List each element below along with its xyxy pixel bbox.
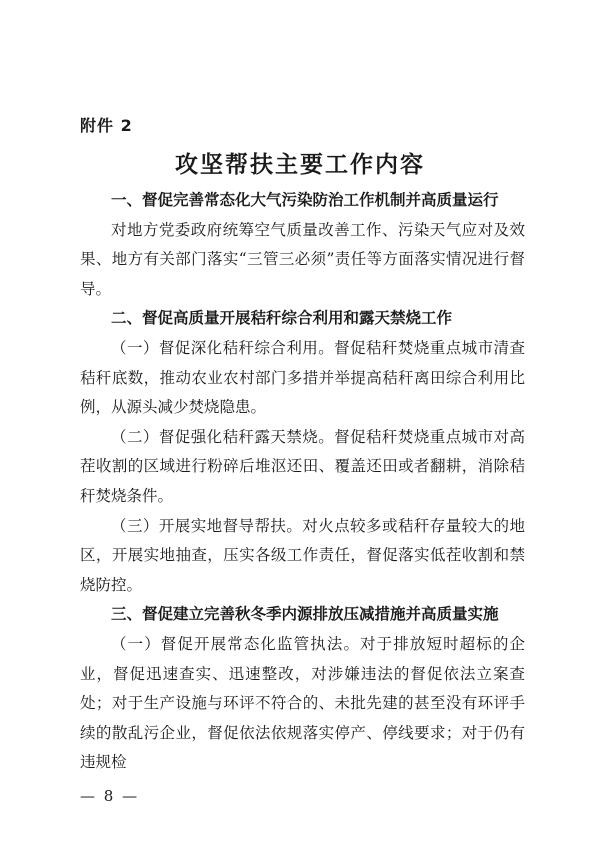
document-title: 攻坚帮扶主要工作内容 <box>175 151 425 178</box>
section-heading-3: 三、督促建立完善秋冬季内源排放压减措施并高质量实施 <box>111 605 499 624</box>
attachment-label: 附件 2 <box>80 116 133 135</box>
body-paragraph: 对地方党委政府统筹空气质量改善工作、污染天气应对及效果、地方有关部门落实“三管三必须”责任等方面落实情况进行督导。 <box>80 220 525 298</box>
body-paragraph: （一）督促开展常态化监管执法。对于排放短时超标的企业，督促迅速查实、迅速整改，对涉嫌违法的督促依法立案查处；对于生产设施与环评不符合的、未批先建的甚至没有环评手续的散乱污企业，督促依法依规落实停产、停线要求；对于仍有违规检 <box>80 634 525 772</box>
document-body <box>80 186 525 778</box>
section-heading-1: 一、督促完善常态化大气污染防治工作机制并高质量运行 <box>111 191 499 209</box>
body-paragraph: （三）开展实地督导帮扶。对火点较多或秸秆存量较大的地区，开展实地抽查，压实各级工作责任，督促落实低茬收割和禁烧防控。 <box>80 516 525 594</box>
body-paragraph: （一）督促深化秸秆综合利用。督促秸秆焚烧重点城市清查秸秆底数，推动农业农村部门多措并举提高秸秆离田综合利用比例，从源头减少焚烧隐患。 <box>80 338 525 417</box>
section-heading-2: 二、督促高质量开展秸秆综合利用和露天禁烧工作 <box>111 309 453 328</box>
page-number: — 8 — <box>80 787 140 805</box>
body-paragraph: （二）督促强化秸秆露天禁烧。督促秸秆焚烧重点城市对高茬收割的区域进行粉碎后堆沤还田、覆盖还田或者翻耕，消除秸秆焚烧条件。 <box>80 427 525 505</box>
